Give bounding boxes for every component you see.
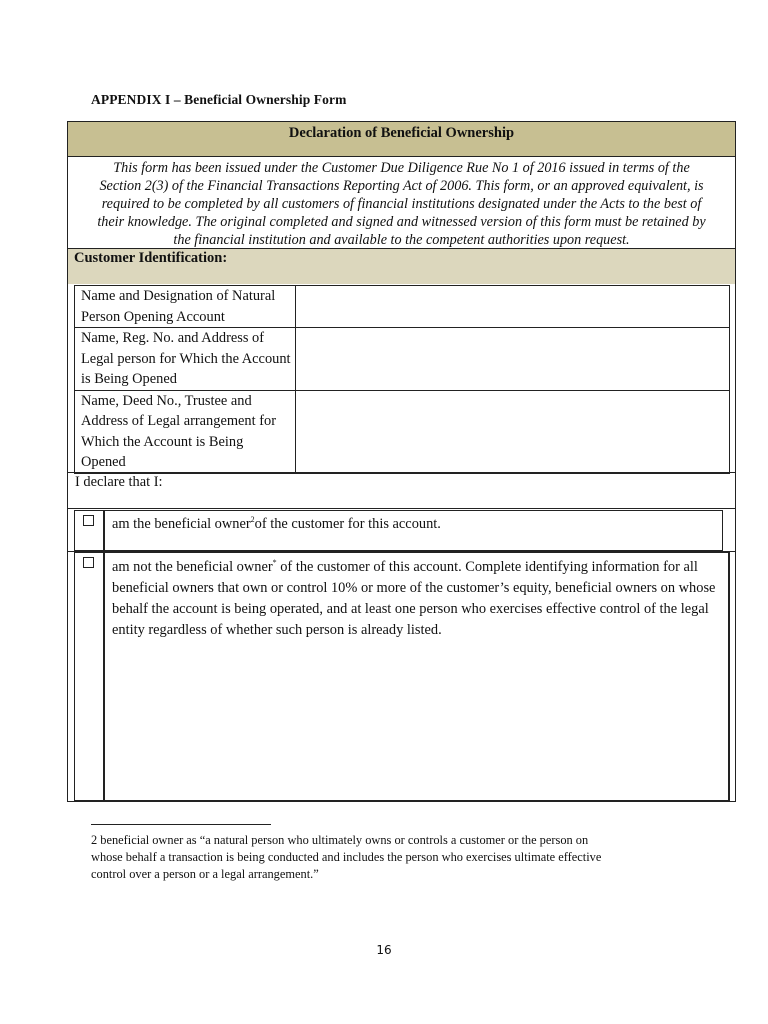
intro-line: required to be completed by all customers of financial institutions designated under the Acts to the best of [101, 196, 702, 212]
option-1-text [112, 509, 712, 535]
natural-person-label: Name and Designation of Natural Person Opening Account [75, 286, 296, 328]
footnote-ref: 2 [250, 515, 255, 524]
table-row [75, 390, 730, 473]
footnote-ref: * [272, 558, 277, 567]
divider [68, 472, 735, 473]
customer-identification-label: Customer Identification: [74, 250, 228, 266]
footnote-line: control over a person or a legal arrangement.” [91, 867, 319, 881]
legal-person-label: Name, Reg. No. and Address of Legal person for Which the Account is Being Opened [75, 328, 296, 391]
appendix-heading: APPENDIX I – Beneficial Ownership Form [91, 92, 347, 107]
intro-line: This form has been issued under the Customer Due Diligence Rue No 1 of 2016 issued in terms of the [113, 160, 690, 176]
natural-person-field[interactable] [296, 286, 730, 328]
table-row [75, 328, 730, 391]
page-number: 16 [376, 943, 392, 957]
customer-identification-band [68, 248, 735, 284]
footnote-line: whose behalf a transaction is being conducted and includes the person who exercises ultimate effective [91, 850, 602, 864]
intro-line: the financial institution and available to the competent authorities upon request. [173, 232, 630, 248]
footnote [91, 832, 691, 883]
legal-arrangement-field[interactable] [296, 390, 730, 473]
legal-person-field[interactable] [296, 328, 730, 391]
option-2-text-end: of the customer of this account. Complete identifying information for all beneficial owners that own or control 10% or more of the customer’s equity, beneficial owners on whose behalf the account is being operated, and at least one person who exercises effective control of the legal entity regardless of whether such person is already listed. [112, 558, 716, 638]
option-2-checkbox-cell [74, 552, 104, 801]
declaration-title-band [68, 122, 735, 157]
owner-checkbox[interactable] [83, 515, 94, 526]
not-owner-checkbox[interactable] [83, 557, 94, 568]
declare-statement: I declare that I: [75, 474, 163, 490]
intro-line: Section 2(3) of the Financial Transactions Reporting Act of 2006. This form, or an approved equivalent, is [99, 178, 704, 194]
option-1-text-start: am the beneficial owner [112, 515, 251, 532]
legal-arrangement-label: Name, Deed No., Trustee and Address of Legal arrangement for Which the Account is Being Opened [75, 390, 296, 473]
declaration-title: Declaration of Beneficial Ownership [288, 125, 515, 141]
option-2-text-start: am not the beneficial owner [112, 558, 273, 575]
table-row [75, 286, 730, 328]
divider [729, 552, 730, 801]
footnote-divider [91, 824, 271, 825]
option-1-text-end: of the customer for this account. [254, 515, 441, 532]
option-2-text [112, 552, 724, 641]
intro-line: their knowledge. The original completed and signed and witnessed version of this form must be retained by [97, 214, 706, 230]
footnote-line: 2 beneficial owner as “a natural person who ultimately owns or controls a customer or the person on [91, 833, 589, 847]
customer-identification-table [74, 285, 730, 474]
declaration-intro [72, 159, 731, 249]
